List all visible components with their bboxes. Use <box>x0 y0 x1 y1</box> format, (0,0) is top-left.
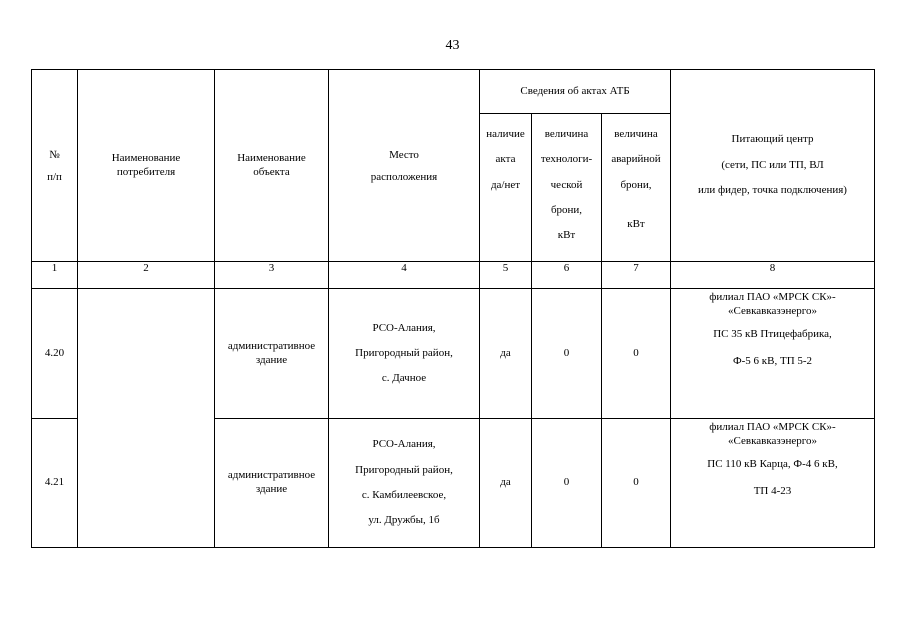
row-location-line: ул. Дружбы, 1б <box>368 514 440 527</box>
header-emerg-line: аварийной <box>611 153 661 166</box>
header-location <box>329 70 480 262</box>
row-power-center-line: Ф-5 6 кВ, ТП 5-2 <box>732 355 813 368</box>
header-tech-line: ческой <box>550 178 583 191</box>
row-power-center-line: «Севкавказэнерго» <box>728 304 817 317</box>
header-consumer-line: Наименование <box>111 151 181 164</box>
row-power-center-line: филиал ПАО «МРСК СК»- <box>709 421 836 433</box>
col-number: 3 <box>215 262 329 289</box>
header-num-line: № <box>49 148 60 161</box>
row-num: 4.20 <box>32 289 78 419</box>
header-object-line: объекта <box>253 165 290 178</box>
header-power-center-line: или фидер, точка подключения) <box>698 184 847 197</box>
col-number: 5 <box>480 262 532 289</box>
header-emerg-reserve <box>602 114 671 262</box>
row-act: да <box>480 419 532 548</box>
row-object-line: здание <box>255 353 288 366</box>
header-location-line: Место <box>389 148 419 161</box>
header-object-line: Наименование <box>237 151 306 164</box>
atb-table <box>31 69 875 548</box>
table-row <box>32 289 875 419</box>
row-num: 4.21 <box>32 419 78 548</box>
row-object <box>215 289 329 419</box>
row-power-center-line: филиал ПАО «МРСК СК»- <box>709 291 836 303</box>
header-consumer <box>78 70 215 262</box>
row-tech: 0 <box>532 289 602 419</box>
header-atb-group: Сведения об актах АТБ <box>480 70 671 114</box>
header-tech-line: кВт <box>557 229 576 242</box>
column-number-row <box>32 262 875 289</box>
header-power-center <box>671 70 875 262</box>
row-object-line: административное <box>227 339 316 352</box>
row-location-line: Пригородный район, <box>355 346 453 359</box>
row-location-line: с. Дачное <box>381 372 427 385</box>
row-power-center-line: ПС 110 кВ Карца, Ф-4 6 кВ, <box>707 457 838 470</box>
header-act-presence <box>480 114 532 262</box>
header-location-line: расположения <box>370 170 438 183</box>
row-location-line: с. Камбилеевское, <box>361 489 447 501</box>
row-location-line: РСО-Алания, <box>372 321 436 334</box>
col-number: 8 <box>671 262 875 289</box>
row-power-center-line: ТП 4-23 <box>753 485 792 498</box>
header-power-center-line: (сети, ПС или ТП, ВЛ <box>721 158 824 171</box>
header-act-line: акта <box>495 153 516 166</box>
header-num <box>32 70 78 262</box>
page-number: 43 <box>445 38 460 53</box>
col-number: 7 <box>602 262 671 289</box>
header-tech-reserve <box>532 114 602 262</box>
row-tech: 0 <box>532 419 602 548</box>
header-emerg-line: величина <box>614 128 658 140</box>
row-location-line: Пригородный район, <box>355 463 453 476</box>
row-consumer <box>78 289 215 548</box>
header-power-center-line: Питающий центр <box>731 132 814 145</box>
header-tech-line: брони, <box>550 203 583 216</box>
col-number: 2 <box>78 262 215 289</box>
row-power-center-line: «Севкавказэнерго» <box>728 434 817 447</box>
col-number: 6 <box>532 262 602 289</box>
row-object-line: административное <box>227 469 316 482</box>
row-emerg: 0 <box>602 289 671 419</box>
header-row-1 <box>32 70 875 114</box>
header-tech-line: величина <box>544 128 589 140</box>
header-tech-line: технологи- <box>540 153 593 166</box>
row-emerg: 0 <box>602 419 671 548</box>
row-object-line: здание <box>255 483 288 495</box>
row-object <box>215 419 329 548</box>
row-location <box>329 419 480 548</box>
header-act-line: наличие <box>486 128 525 140</box>
header-object <box>215 70 329 262</box>
header-num-line: п/п <box>47 170 62 183</box>
col-number: 4 <box>329 262 480 289</box>
row-location-line: РСО-Алания, <box>372 438 436 451</box>
header-emerg-line: брони, <box>620 178 652 191</box>
row-power-center <box>671 419 875 548</box>
header-emerg-line: кВт <box>627 217 645 230</box>
row-act: да <box>480 289 532 419</box>
row-location <box>329 289 480 419</box>
row-power-center <box>671 289 875 419</box>
header-act-line: да/нет <box>490 178 521 191</box>
row-power-center-line: ПС 35 кВ Птицефабрика, <box>713 327 832 340</box>
col-number: 1 <box>32 262 78 289</box>
header-consumer-line: потребителя <box>116 165 176 178</box>
